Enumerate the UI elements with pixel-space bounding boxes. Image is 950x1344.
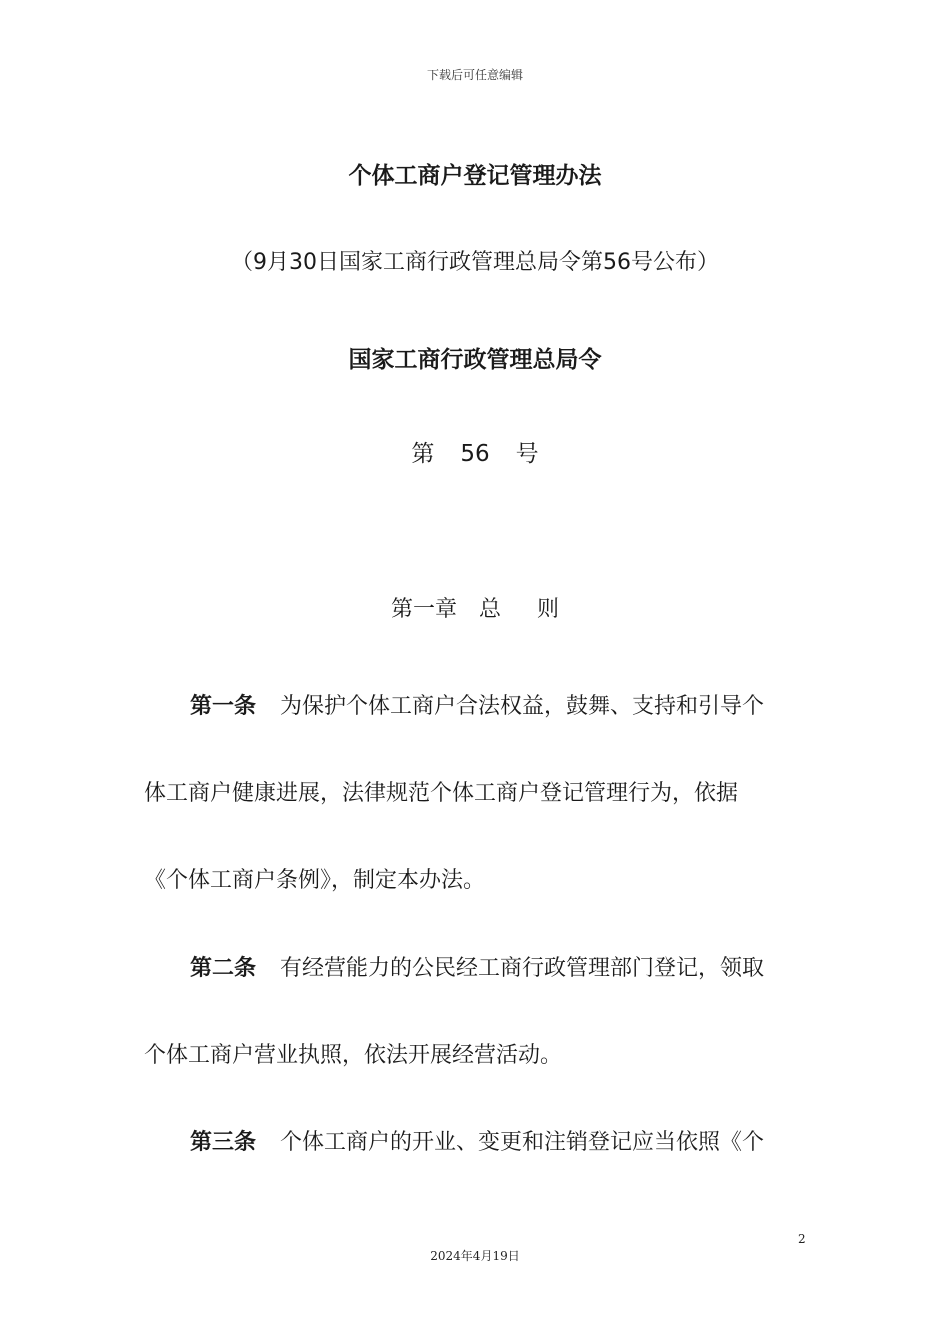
chapter-title-part2: 则 xyxy=(537,597,560,622)
page-number: 2 xyxy=(798,1232,806,1246)
document-title: 个体工商户登记管理办法 xyxy=(348,163,602,189)
order-number-prefix: 第 xyxy=(411,441,435,467)
article-2-label: 第二条 xyxy=(190,956,257,981)
article-2-line-1 xyxy=(190,951,850,982)
issuer-heading: 国家工商行政管理总局令 xyxy=(348,347,602,373)
order-number-suffix: 号 xyxy=(515,441,539,467)
header-note: 下载后可任意编辑 xyxy=(426,68,523,82)
article-1-line-1 xyxy=(190,689,850,720)
article-3-text-1: 个体工商户的开业、变更和注销登记应当依照《个 xyxy=(280,1130,765,1155)
article-1-line-2: 体工商户健康进展，法律规范个体工商户登记管理行为，依据 xyxy=(144,781,739,806)
article-2-line-2: 个体工商户营业执照，依法开展经营活动。 xyxy=(144,1043,563,1068)
footer-date: 2024年4月19日 xyxy=(430,1249,520,1263)
article-1-line-3: 《个体工商户条例》，制定本办法。 xyxy=(144,868,486,893)
chapter-title-part1: 总 xyxy=(478,597,501,622)
article-1-text-1: 为保护个体工商户合法权益，鼓舞、支持和引导个 xyxy=(280,694,765,719)
article-1-label: 第一条 xyxy=(190,694,257,719)
order-number xyxy=(0,435,950,468)
article-2-text-1: 有经营能力的公民经工商行政管理部门登记，领取 xyxy=(280,956,765,981)
chapter-number: 第一章 xyxy=(390,597,457,622)
article-3-line-1 xyxy=(190,1125,850,1156)
chapter-heading xyxy=(0,592,950,623)
article-3-label: 第三条 xyxy=(190,1130,257,1155)
document-subtitle: （9月30日国家工商行政管理总局令第56号公布） xyxy=(231,250,719,275)
order-number-value: 56 xyxy=(460,441,490,467)
